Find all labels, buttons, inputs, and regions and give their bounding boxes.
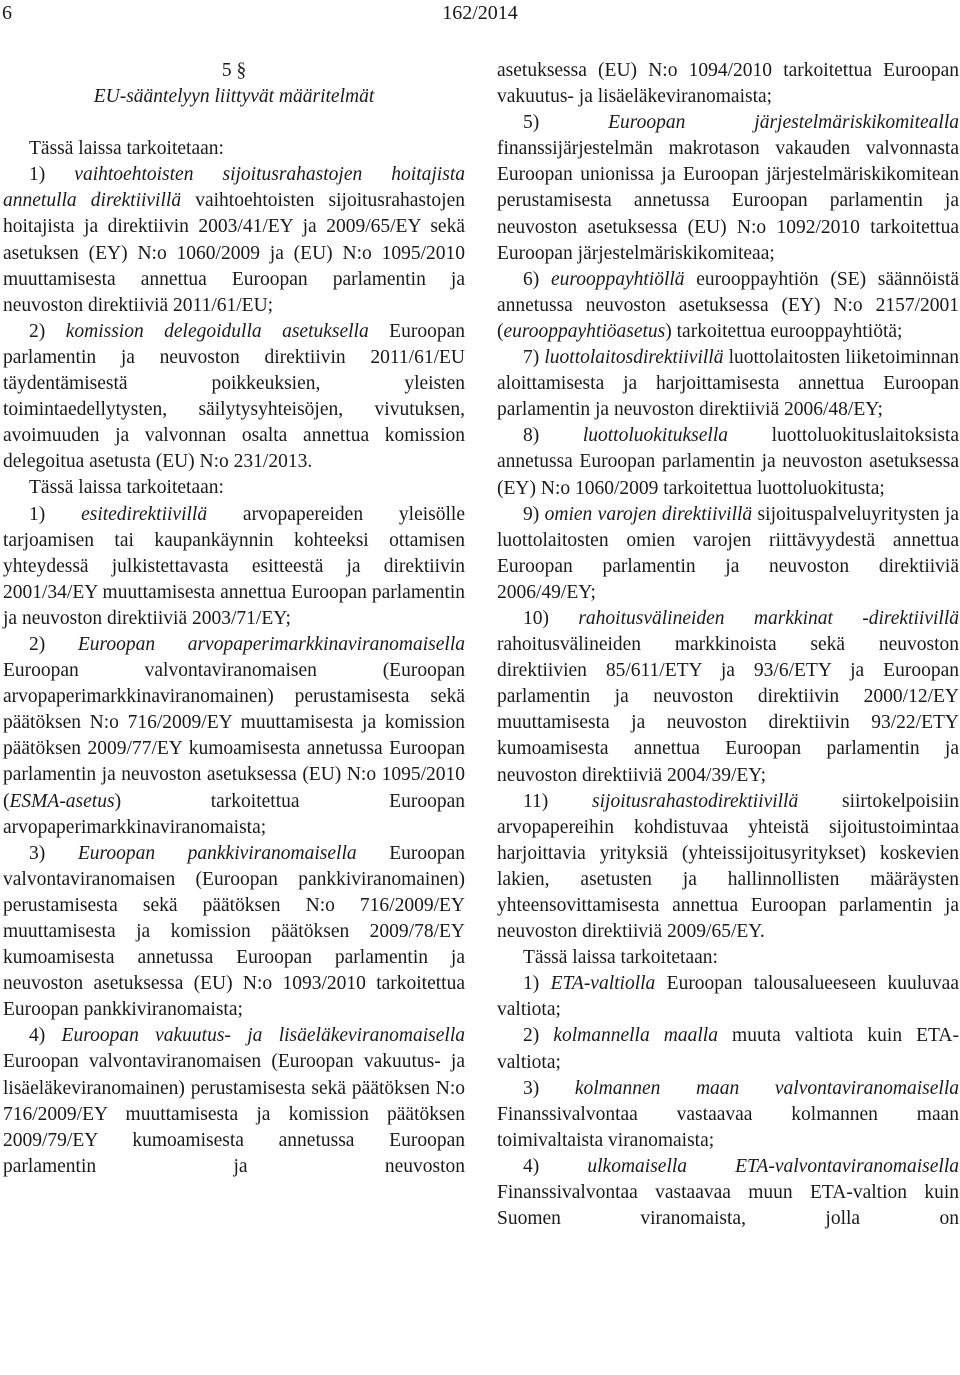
definition-text: rahoitusvälineiden markkinoista sekä neuvoston direktiivien 85/611/ETY ja 93/6/ETY ja Euroopan parlamentin ja neuvoston direktiivin 2000/12/EY muuttamisesta ja neuvoston direktiivin 93/22/ETY kumoamisesta annettua Euroopan parlamentin ja neuvoston direktiiviä 2004/39/EY; [497,634,959,786]
defined-term: ETA-valtiolla [550,973,656,995]
definition-text: vaihtoehtoisten sijoitusrahastojen hoitajista ja direktiivin 2003/41/EY ja 2009/65/EY sekä asetuksen (EY) N:o 1060/2009 ja (EU) N:o 1095/2010 muuttamisesta annettua Euroopan parlamentin ja neuvoston direktiiviä 2011/61/EU; [3,190,466,316]
continued-text: asetuksessa (EU) N:o 1094/2010 tarkoitettua Euroopan vakuutus- ja lisäeläkeviranomaista; [497,60,959,108]
defined-term: Euroopan pankkiviranomaisella [77,842,357,864]
definition-item [497,971,959,1023]
definition-item [3,1023,465,1180]
defined-term: kolmannella maalla [553,1025,718,1047]
item-number: 10) [523,607,579,629]
definition-item [497,1023,959,1075]
intro-text: Tässä laissa tarkoitetaan: [29,138,224,160]
definition-item [497,267,959,345]
defined-term: sijoitusrahastodirektiivillä [592,790,799,812]
item-number: 5) [523,112,609,134]
definition-text: luottolaitosten liiketoiminnan aloittamisesta ja harjoittamisesta annettua Euroopan parlamentin ja neuvoston direktiiviä 2006/48/EY; [497,347,959,421]
definition-item [497,1076,959,1154]
definition-item [497,1154,959,1232]
definition-text: siirtokelpoisiin arvopapereihin kohdistuvaa yhteistä sijoitustoimintaa harjoittavia yrityksiä (yhteissijoitusyritykset) koskevien lakien, asetusten ja hallinnollisten määräysten yhteensovittamisesta annettua Euroopan parlamentin ja neuvoston direktiiviä 2009/65/EY. [497,790,959,943]
definition-text: Finanssivalvontaa vastaavaa muun ETA-valtion kuin Suomen viranomaista, jolla on [497,1182,959,1230]
definition-item [3,841,465,1024]
item-number: 2) [29,320,66,342]
abbreviation-term: ESMA-asetus [9,790,115,812]
defined-term: eurooppayhtiöllä [550,268,685,290]
defined-term: esitedirektiivillä [81,503,208,525]
definition-text: ) tarkoitettua eurooppayhtiötä; [665,320,903,342]
item-number: 4) [523,1155,588,1177]
item-number: 8) [523,425,583,447]
definition-text: arvopapereiden yleisölle tarjoamisen tai kaupankäynnin kohteeksi ottamisen yhteydessä julkistettavasta esitteestä ja direktiivin 2001/34/EY muuttamisesta annettua Euroopan parlamentin ja neuvoston direktiiviä 2003/71/EY; [3,503,465,629]
item-number: 9) [523,503,545,525]
definition-item [3,632,465,841]
defined-term: luottoluokituksella [582,425,728,447]
defined-term: Euroopan arvopaperimarkkinaviranomaisella [77,633,466,655]
definition-item [497,345,959,423]
defined-term: ulkomaisella ETA-valvontaviranomaisella [587,1155,959,1177]
definition-item [3,502,465,632]
definition-text: muuta valtiota kuin ETA-valtiota; [497,1025,959,1073]
defined-term: kolmannen maan valvontaviranomaisella [574,1077,960,1099]
item-number: 3) [523,1077,575,1099]
intro-text: Tässä laissa tarkoitetaan: [29,477,224,499]
definition-text: eurooppayhtiön (SE) säännöistä annetussa neuvoston asetuksessa (EY) N:o 2157/2001 ( [497,268,959,342]
definition-text: ) tarkoitettua Euroopan arvopaperimarkkinaviranomaista; [3,790,465,838]
definition-item [497,423,959,501]
definition-text: finanssijärjestelmän makrotason vakauden valvonnasta Euroopan unionissa ja Euroopan järjestelmäriskikomitean perustamisesta annetussa Euroopan parlamentin ja neuvoston asetuksessa (EU) N:o 1092/2010 tarkoitettua Euroopan järjestelmäriskikomiteaa; [497,138,959,264]
item-number: 2) [29,633,78,655]
defined-term: rahoitusvälineiden markkinat -direktiivillä [578,607,959,629]
definition-text: Euroopan valvontaviranomaisen (Euroopan arvopaperimarkkinaviranomainen) perustamisesta sekä päätöksen N:o 716/2009/EY muuttamisesta ja komission päätöksen 2009/77/EY kumoamisesta annetussa Euroopan parlamentin ja neuvoston asetuksessa (EU) N:o 1095/2010 ( [3,660,465,812]
defined-term: omien varojen direktiivillä [544,503,753,525]
section-number: 5 § [221,60,247,81]
abbreviation-term: eurooppayhtiöasetus [503,320,666,342]
definition-text: Euroopan valvontaviranomaisen (Euroopan pankkiviranomainen) perustamisesta sekä päätöksen N:o 716/2009/EY muuttamisesta ja komission päätöksen 2009/78/EY kumoamisesta annetussa Euroopan parlamentin ja neuvoston asetuksessa (EU) N:o 1093/2010 tarkoitettua Euroopan pankkiviranomaista; [3,842,465,1021]
item-number: 4) [29,1025,62,1047]
definition-text: Euroopan talousalueeseen kuuluvaa valtiota; [497,973,959,1021]
definition-item [497,110,959,267]
item-number: 11) [523,790,593,812]
defined-term: luottolaitosdirektiivillä [544,347,724,369]
defined-term: Euroopan järjestelmäriskikomitealla [608,112,959,134]
intro-text: Tässä laissa tarkoitetaan: [523,947,718,969]
item-number: 6) [523,268,551,290]
definition-text: Finanssivalvontaa vastaavaa kolmannen maan toimivaltaista viranomaista; [497,1103,959,1151]
issue-number: 162/2014 [442,2,518,24]
definition-text: luottoluokituslaitoksista annetussa Euroopan parlamentin ja neuvoston asetuksessa (EY) N:o 1060/2009 tarkoitettua luottoluokitusta; [497,425,960,499]
left-column [3,58,465,1180]
right-column [497,58,959,1232]
definition-item [497,606,959,789]
defined-term: vaihtoehtoisten sijoitusrahastojen hoitajista annetulla direktiivillä [3,164,465,212]
definition-item [3,319,465,476]
item-number: 1) [29,503,82,525]
definition-text: Euroopan parlamentin ja neuvoston direktiivin 2011/61/EU täydentämisestä poikkeuksien, yleisten toimintaedellytysten, säilytysyhteisöjen, vivutuksen, avoimuuden ja valvonnan osalta annettua komission delegoitua asetusta (EU) N:o 231/2013. [3,320,465,473]
item-number: 1) [29,164,75,186]
definition-item [3,162,465,319]
page-number: 6 [2,2,12,24]
item-number: 3) [29,842,78,864]
defined-term: komission delegoidulla asetuksella [65,320,369,342]
item-number: 7) [523,347,545,369]
item-number: 2) [523,1025,554,1047]
definition-item [497,789,959,946]
defined-term: Euroopan vakuutus- ja lisäeläkeviranomaisella [61,1025,465,1047]
item-number: 1) [523,973,551,995]
section-title: EU-sääntelyyn liittyvät määritelmät [93,86,375,108]
definition-text: Euroopan valvontaviranomaisen (Euroopan vakuutus- ja lisäeläkeviranomainen) perustamisesta sekä päätöksen N:o 716/2009/EY muuttamisesta ja komission päätöksen 2009/79/EY kumoamisesta annetussa Euroopan parlamentin ja neuvoston [3,1051,465,1177]
definition-item [497,502,959,606]
definition-text: sijoituspalveluyritysten ja luottolaitosten omien varojen riittävyydestä annettua Euroopan parlamentin ja neuvoston direktiiviä 2006/49/EY; [497,503,959,603]
